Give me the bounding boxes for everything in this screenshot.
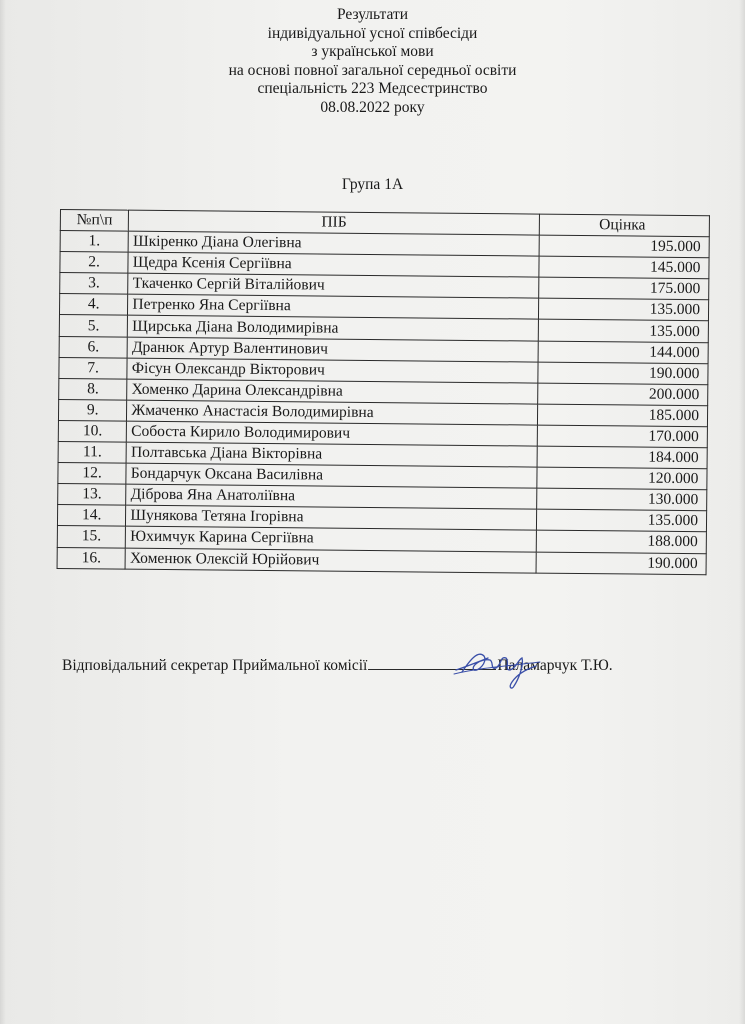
cell-score: 185.000 xyxy=(537,404,707,427)
document-heading xyxy=(0,6,745,117)
page-edge-left xyxy=(0,0,6,1024)
page-edge-right xyxy=(739,0,745,1024)
cell-score: 188.000 xyxy=(536,530,706,553)
handwritten-signature xyxy=(448,636,548,696)
signature-role: Відповідальний секретар Приймальної комісії xyxy=(62,657,368,674)
cell-score: 200.000 xyxy=(538,383,708,406)
cell-number: 7. xyxy=(59,357,128,379)
cell-number: 15. xyxy=(57,526,126,548)
heading-specialty: спеціальність 223 Медсестринство xyxy=(257,80,488,97)
cell-number: 6. xyxy=(59,336,128,358)
heading-subject: з української мови xyxy=(311,43,434,60)
cell-number: 2. xyxy=(60,252,129,274)
cell-name: Хоменко Дарина Олександрівна xyxy=(127,379,538,404)
heading-basis: на основі повної загальної середньої освіти xyxy=(228,61,517,79)
cell-name: Полтавська Діана Вікторівна xyxy=(126,442,537,467)
cell-name: Хоменюк Олексій Юрійович xyxy=(125,548,536,573)
cell-score: 130.000 xyxy=(537,488,707,511)
results-table-body xyxy=(57,231,709,575)
cell-number: 9. xyxy=(58,399,127,421)
cell-score: 135.000 xyxy=(538,320,708,343)
cell-score: 184.000 xyxy=(537,446,707,469)
cell-score: 190.000 xyxy=(538,362,708,385)
cell-number: 14. xyxy=(57,505,126,527)
cell-score: 135.000 xyxy=(536,509,706,532)
cell-name: Ткаченко Сергій Віталійович xyxy=(128,273,539,298)
cell-name: Шкіренко Діана Олегівна xyxy=(128,231,539,256)
cell-name: Дранюк Артур Валентинович xyxy=(127,337,538,362)
cell-name: Щедра Ксенія Сергіївна xyxy=(128,252,539,277)
cell-name: Жмаченко Анастасія Володимирівна xyxy=(127,400,538,425)
cell-score: 145.000 xyxy=(539,256,709,279)
cell-number: 8. xyxy=(59,378,128,400)
cell-name: Петренко Яна Сергіївна xyxy=(128,295,539,320)
cell-number: 10. xyxy=(58,420,127,442)
cell-name: Шунякова Тетяна Ігорівна xyxy=(126,505,537,530)
results-table-wrapper xyxy=(57,209,712,575)
cell-score: 170.000 xyxy=(537,425,707,448)
heading-subtitle: індивідуальної усної співбесіди xyxy=(267,24,478,42)
results-table xyxy=(57,209,710,575)
heading-date: 08.08.2022 року xyxy=(320,98,425,116)
cell-number: 1. xyxy=(60,231,129,253)
cell-score: 175.000 xyxy=(539,277,709,300)
cell-number: 13. xyxy=(58,484,127,506)
cell-number: 12. xyxy=(58,463,127,485)
cell-name: Діброва Яна Анатоліївна xyxy=(126,484,537,509)
cell-score: 144.000 xyxy=(538,341,708,364)
cell-name: Фісун Олександр Вікторович xyxy=(127,358,538,383)
heading-title: Результати xyxy=(336,6,409,23)
cell-number: 11. xyxy=(58,442,127,464)
cell-number: 4. xyxy=(59,294,128,316)
signature-line xyxy=(62,655,722,675)
group-title: Група 1А xyxy=(341,176,404,193)
cell-name: Бондарчук Оксана Василівна xyxy=(126,463,537,488)
header-name: ПІБ xyxy=(129,210,540,235)
header-score: Оцінка xyxy=(539,214,709,237)
cell-score: 120.000 xyxy=(537,467,707,490)
cell-score: 135.000 xyxy=(538,298,708,321)
cell-score: 195.000 xyxy=(539,235,709,258)
cell-score: 190.000 xyxy=(536,552,706,575)
signature-name: Паламарчук Т.Ю. xyxy=(497,657,613,674)
cell-number: 5. xyxy=(59,315,128,337)
cell-name: Щирська Діана Володимирівна xyxy=(128,316,539,341)
cell-name: Юхимчук Карина Сергіївна xyxy=(126,527,537,552)
cell-number: 3. xyxy=(60,273,129,295)
cell-number: 16. xyxy=(57,547,126,569)
header-number: №п\п xyxy=(60,210,129,232)
cell-name: Собоста Кирило Володимирович xyxy=(127,421,538,446)
